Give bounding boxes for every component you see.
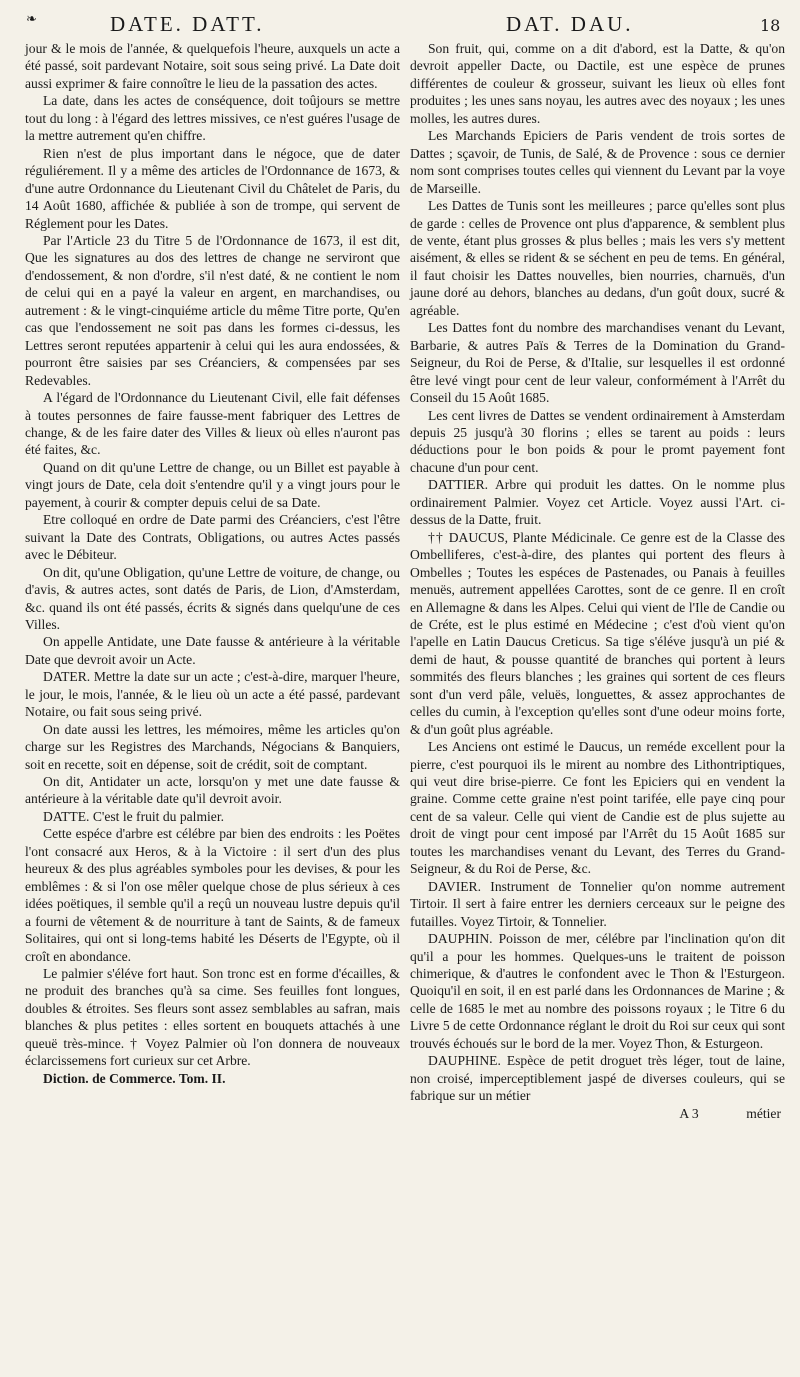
paragraph: Par l'Article 23 du Titre 5 de l'Ordonnance de 1673, il est dit, Que les signatures au dos des lettres de change ne serviront que d'endossement, & non d'ordre, s'il n'est daté, & ne contient le nom de celui qui en a payé la valeur en argent, en marchandises, ou autrement : & le vingt-cinquiéme article du même Titre porte, Qu'en cas que l'endossement ne soit pas dans les formes ci-dessus, les Lettres seront reputées appartenir à celui qui les aura endossées, & pourront être saisies par ses Créanciers, & compensées par ses Redevables. [25, 232, 400, 388]
paragraph: Quand on dit qu'une Lettre de change, ou un Billet est payable à vingt jours de Date, cela doit s'entendre qu'il y a vingt jours pour le payement, à courir & compter depuis celui de sa Date. [25, 459, 400, 510]
entry-dattier: DATTIER. Arbre qui produit les dattes. On le nomme plus ordinairement Palmier. Voyez cet Article. Voyez aussi l'Art. ci-dessus de la Datte, fruit. [410, 477, 785, 528]
paragraph: Rien n'est de plus important dans le négoce, que de dater réguliérement. Il y a même des articles de l'Ordonnance de 1673, & d'une autre Ordonnance du Lieutenant Civil du Châtelet de Paris, du 14 Août 1680, affichée & publiée à son de trompe, qui servent de Réglement pour les Dates. [25, 145, 400, 231]
entry-dauphin: DAUPHIN. Poisson de mer, célébre par l'inclination qu'on dit qu'il a pour les hommes. Quelques-uns le traitent de poisson chimerique, & d'autres le confondent avec le Thon & l'Esturgeon. Quoiqu'il en soit, il en est parlé dans les Ordonnances de Marine ; & celle de 1685 le met au nombre des poissons royaux ; le Titre 6 du Livre 5 de cette Ordonnance réglant le droit du Roi sur ceux qui sont trouvés échoués sur le bord de la mer. Voyez Thon, & Esturgeon. [410, 931, 785, 1051]
entry-davier: DAVIER. Instrument de Tonnelier qu'on nomme autrement Tirtoir. Il sert à faire entrer les derniers cerceaux sur le peigne des futailles. Voyez Tirtoir, & Tonnelier. [410, 878, 785, 929]
fleuron-mark: ❧ [26, 12, 37, 27]
paragraph: Les Dattes de Tunis sont les meilleures ; parce qu'elles sont plus de garde : celles de Provence ont plus d'apparence, & semblent plus de vente, étant plus grosses & plus belles ; mais les vers s'y mettent aisément, & elles se rident & se séchent en peu de tems. En général, il faut choisir les Dattes nouvelles, bien nourries, charnuës, d'un jaune doré au dehors, blanches au dedans, d'un goût doux, sucré & agréable. [410, 198, 785, 318]
signature-mark: A 3 [679, 1105, 699, 1121]
paragraph: Les Anciens ont estimé le Daucus, un reméde excellent pour la pierre, c'est pourquoi ils le mirent au nombre des Lithontriptiques, qui veut dire brise-pierre. Ce font les Epiciers qui en vendent la graine. Comme cette graine n'est point tarifée, elle paye cinq pour cent de sa valeur. Celle qui vient de Candie est de plus sujette au droit de vingt pour cent imposé par l'Arrêt du 15 Août 1685 sur toutes les marchandises venant du Levant, des Terres du Grand-Seigneur, & du Roi de Perse, &c. [410, 739, 785, 877]
paragraph: Etre colloqué en ordre de Date parmi des Créanciers, c'est l'être suivant la Date des Contrats, Obligations, ou autres Actes passés avec le Débiteur. [25, 512, 400, 563]
running-header [0, 8, 800, 42]
paragraph: Le palmier s'éléve fort haut. Son tronc est en forme d'écailles, & ne produit des branches qu'à sa cime. Ses feuilles font longues, doubles & étroites. Ses fleurs sont assez semblables au safran, mais blanches & plus petites : elles sortent en bouquets attachés à une queuë très-mince. † Voyez Palmier où l'on donnera de nouveaux éclarcissemens fort curieux sur cet Arbre. [25, 966, 400, 1069]
paragraph: Les Dattes font du nombre des marchandises venant du Levant, Barbarie, & autres Païs & Terres de la Domination du Grand-Seigneur, du Roi de Perse, & d'Italie, sur lesquelles il est ordonné être levé vingt pour cent de leur valeur, conformément à l'Arrêt du Conseil du 15 Août 1685. [410, 320, 785, 406]
signature-line [410, 1105, 785, 1122]
paragraph: Son fruit, qui, comme on a dit d'abord, est la Datte, & qu'on devroit appeller Dacte, ou Dactile, est une espèce de prunes différentes de couleur & grosseur, suivant les lieux où elles font produites ; les unes sans noyau, les autres avec des noyaux ; les unes molles, les autres dures. [410, 41, 785, 126]
page-number: 18 [760, 16, 781, 35]
paragraph: On dit, Antidater un acte, lorsqu'on y met une date fausse & antérieure à la véritable date qu'il devroit avoir. [25, 774, 400, 807]
paragraph: Les cent livres de Dattes se vendent ordinairement à Amsterdam depuis 25 jusqu'à 30 florins ; elles se tarent au poids : leurs déductions pour le bon poids & pour le promt payement font chacune d'un pour cent. [410, 407, 785, 475]
catchword: métier [746, 1105, 781, 1121]
paragraph: jour & le mois de l'année, & quelquefois l'heure, auxquels un acte a été passé, soit pardevant Notaire, soit sous seing privé. La Date doit aussi exprimer & faire connoître le lieu de la passation des actes. [25, 41, 400, 91]
entry-dater: DATER. Mettre la date sur un acte ; c'est-à-dire, marquer l'heure, le jour, le mois, l'année, & le lieu où un acte a été passé, pardevant Notaire, ou fait sous seing privé. [25, 669, 400, 720]
paragraph: La date, dans les actes de conséquence, doit toûjours se mettre tout du long : à l'égard des lettres missives, ce n'est guéres l'usage de la mettre autrement qu'en chiffre. [25, 93, 400, 144]
entry-daucus: †† DAUCUS, Plante Médicinale. Ce genre est de la Classe des Ombelliferes, c'est-à-dire, des plantes qui portent des fleurs à Ombelles ; Toutes les espéces de Pastenades, ou Panais à feuilles menuës, autrement appellées Carottes, sont de ce genre. Il en croît en Allemagne & dans les Alpes. Celui qui vient de l'Ile de Candie ou de Créte, est le plus estimé en Médecine ; c'est d'où vient qu'on l'apelle en Latin Daucus Creticus. Sa tige s'éléve jusqu'à un pié & demi de haut, & pousse quantité de branches qui portent à leurs sommités des fleurs blanches ; les graines qui sortent de ces fleurs sont d'un verd pâle, veluës, longuettes, & assez approchantes de celles du cumin, à l'exception qu'elles sont d'une odeur moins forte, & d'un goût plus agréable. [410, 529, 785, 737]
left-column [25, 40, 400, 1087]
entry-dauphine: DAUPHINE. Espèce de petit droguet très léger, tout de laine, non croisé, imperceptiblement jaspé de diverses couleurs, qui se fabrique sur un métier [410, 1053, 785, 1104]
paragraph: Les Marchands Epiciers de Paris vendent de trois sortes de Dattes ; sçavoir, de Tunis, de Salé, & de Provence : sous ce dernier nom sont comprises toutes celles qui viennent du Levant par la voye de Marseille. [410, 128, 785, 196]
running-title-left: DATE. DATT. [110, 12, 265, 36]
right-column [410, 40, 785, 1122]
paragraph: On appelle Antidate, une Date fausse & antérieure à la véritable Date que devroit avoir un Acte. [25, 634, 400, 667]
paragraph: On date aussi les lettres, les mémoires, même les articles qu'on charge sur les Registres des Marchands, Négocians & Banquiers, soit en recette, soit en dépense, soit de crédit, soit de comptant. [25, 721, 400, 772]
paragraph: Cette espéce d'arbre est célébre par bien des endroits : les Poëtes l'ont consacré aux Heros, & à la Victoire : il sert d'un des plus heureux & des plus agréables symboles pour les devises, & pour les emblêmes : & si l'on ose mêler quelque chose de plus sérieux à ces idées poëtiques, il semble qu'il a reçû un nouveau lustre depuis qu'il a fourni de vêtement & de nourriture à tant de Saints, & de fameux Solitaires, qui ont si long-tems habité les Déserts de l'Egypte, où il croît en abondance. [25, 826, 400, 964]
paragraph: A l'égard de l'Ordonnance du Lieutenant Civil, elle fait défenses à toutes personnes de faire fausse-ment fabriquer des Lettres de change, & de les faire dater des Villes & lieux où elles n'auront pas été faites, &c. [25, 390, 400, 458]
entry-datte: DATTE. C'est le fruit du palmier. [43, 808, 225, 824]
footer-imprint: Diction. de Commerce. Tom. II. [43, 1070, 226, 1086]
running-title-right: DAT. DAU. [506, 12, 634, 36]
paragraph: On dit, qu'une Obligation, qu'une Lettre de voiture, de change, ou d'avis, & autres actes, sont datés de Paris, de Lion, d'Amsterdam, &c. quand ils ont été passés, écrits & signés dans quelqu'une de ces Villes. [25, 564, 400, 632]
